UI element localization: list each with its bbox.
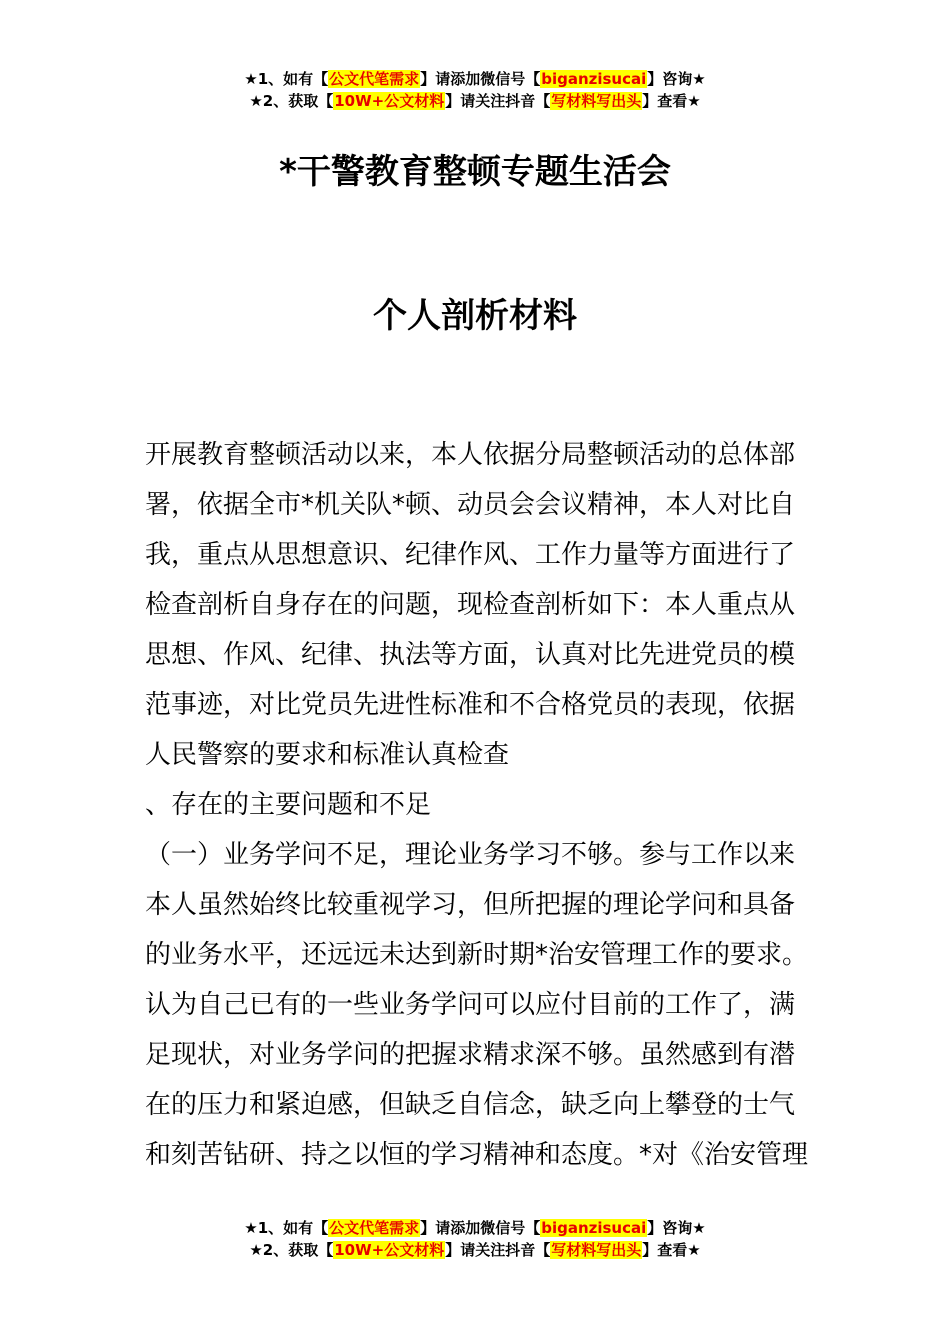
footer-banner [0,1217,950,1261]
banner-text: 】咨询★ [647,70,706,88]
banner-text: ★1、如有【 [244,70,329,88]
banner-line-1 [0,1217,950,1239]
body-line: 范事迹，对比党员先进性标准和不合格党员的表现，依据 [145,690,796,720]
body-line: 足现状，对业务学问的把握求精求深不够。虽然感到有潜 [145,1040,796,1070]
document-body [145,430,815,1180]
banner-highlight: 10W+公文材料 [334,92,445,110]
banner-highlight: 公文代笔需求 [329,1219,420,1237]
banner-line-2 [0,1239,950,1261]
banner-highlight: 写材料写出头 [551,1241,642,1259]
document-title: *干警教育整顿专题生活会 [279,152,671,192]
body-line: 和刻苦钻研、持之以恒的学习精神和态度。*对《治安管理 [145,1140,809,1170]
body-line: 在的压力和紧迫感，但缺乏自信念，缺乏向上攀登的士气 [145,1090,796,1120]
banner-highlight: 写材料写出头 [551,92,642,110]
body-line: 认为自己已有的一些业务学问可以应付目前的工作了，满 [145,990,796,1020]
banner-text: 】查看★ [642,1241,701,1259]
banner-highlight: biganzisucai [541,1219,647,1237]
banner-highlight: 10W+公文材料 [334,1241,445,1259]
banner-text: 】查看★ [642,92,701,110]
body-line: 本人虽然始终比较重视学习，但所把握的理论学问和具备 [145,890,796,920]
banner-text: 】请添加微信号【 [420,1219,541,1237]
body-line: 人民警察的要求和标准认真检查 [145,740,510,770]
body-line: （一）业务学问不足，理论业务学习不够。参与工作以来 [145,840,796,870]
banner-text: ★2、获取【 [249,92,334,110]
banner-highlight: biganzisucai [541,70,647,88]
body-line: 署，依据全市*机关队*顿、动员会会议精神，本人对比自 [145,490,796,520]
section-heading: 、存在的主要问题和不足 [145,790,432,820]
body-line: 检查剖析自身存在的问题，现检查剖析如下：本人重点从 [145,590,796,620]
body-line: 我，重点从思想意识、纪律作风、工作力量等方面进行了 [145,540,796,570]
banner-text: 】请关注抖音【 [445,92,551,110]
banner-text: ★2、获取【 [249,1241,334,1259]
banner-text: 】请添加微信号【 [420,70,541,88]
banner-line-2 [0,90,950,112]
body-line: 思想、作风、纪律、执法等方面，认真对比先进党员的模 [145,640,796,670]
banner-text: ★1、如有【 [244,1219,329,1237]
body-line: 的业务水平，还远远未达到新时期*治安管理工作的要求。 [145,940,809,970]
document-subtitle: 个人剖析材料 [373,296,577,336]
banner-highlight: 公文代笔需求 [329,70,420,88]
banner-text: 】咨询★ [647,1219,706,1237]
banner-line-1 [0,68,950,90]
body-line: 开展教育整顿活动以来，本人依据分局整顿活动的总体部 [145,440,796,470]
header-banner [0,68,950,112]
banner-text: 】请关注抖音【 [445,1241,551,1259]
